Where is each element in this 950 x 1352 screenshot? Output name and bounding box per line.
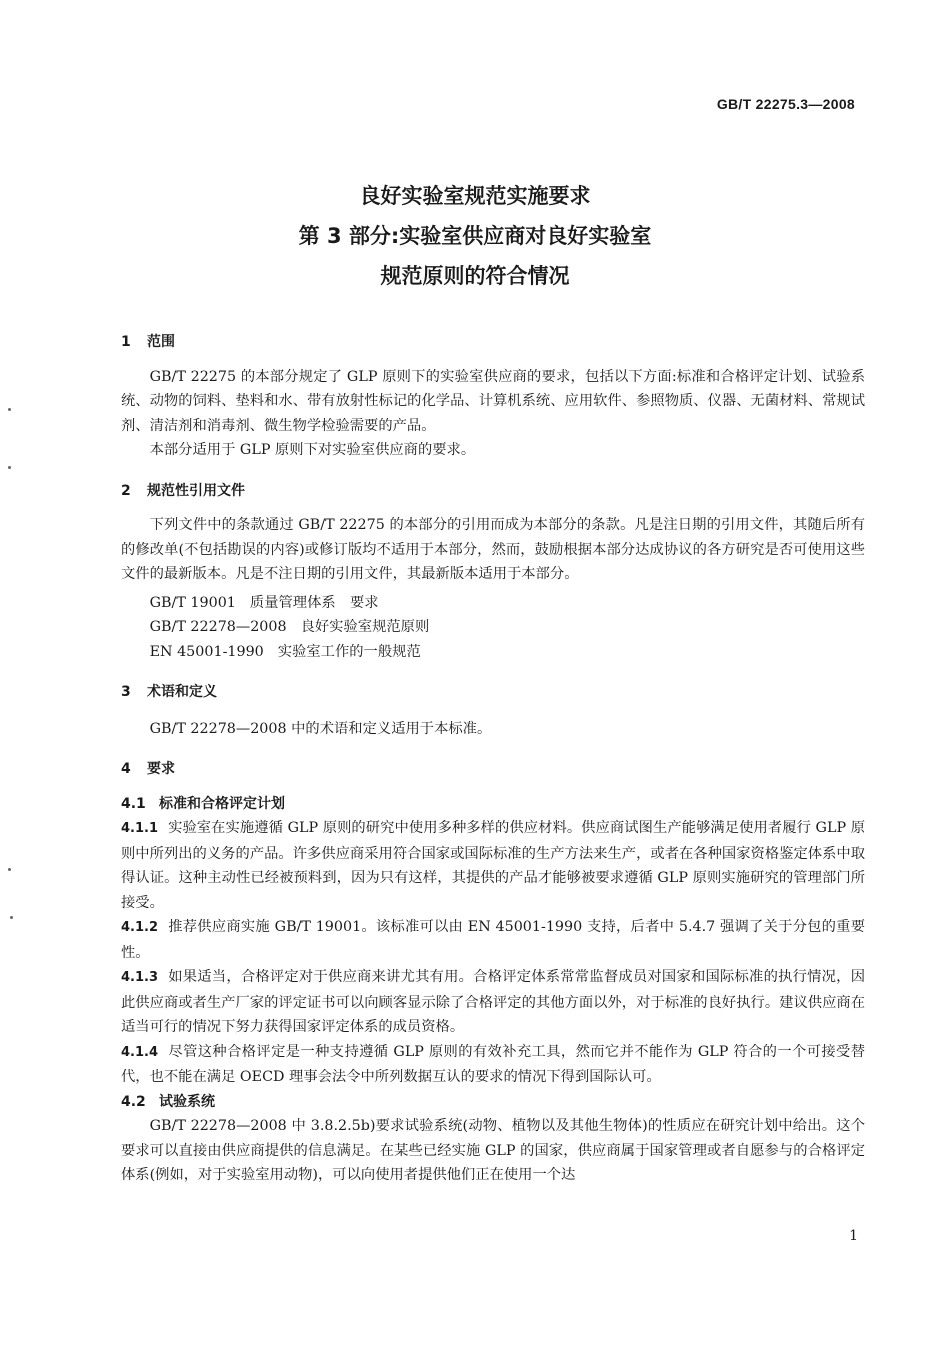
scan-speck [8, 408, 11, 411]
section-1-paragraph: GB/T 22275 的本部分规定了 GLP 原则下的实验室供应商的要求，包括以下方面:标准和合格评定计划、试验系统、动物的饲料、垫料和水、带有放射性标记的化学品、计算机系统、应用软件、参照物质、仪器、无菌材料、常规试剂、清洁剂和消毒剂、微生物学检验需要的产品。 [121, 368, 865, 434]
clause-4-1-3: 4.1.3 如果适当，合格评定对于供应商来讲尤其有用。合格评定体系常常监督成员对国家和国际标准的执行情况，因此供应商或者生产厂家的评定证书可以向顾客显示除了合格评定的其他方面以外，对于标准的良好执行。建议供应商在适当可行的情况下努力获得国家评定体系的成员资格。 [121, 969, 865, 1035]
page-number: 1 [849, 1228, 858, 1244]
normative-reference: GB/T 19001 质量管理体系 要求 [149, 594, 379, 611]
title-line-1: 良好实验室规范实施要求 [359, 184, 591, 208]
subsection-4-2-heading: 4.2 试验系统 [121, 1093, 215, 1110]
clause-4-1-1: 4.1.1 实验室在实施遵循 GLP 原则的研究中使用多种多样的供应材料。供应商试图生产能够满足使用者履行 GLP 原则中所列出的义务的产品。许多供应商采用符合国家或国际标准的生产方法来生产，或者在各种国家资格鉴定体系中取得认证。这种主动性已经被预料到，因为只有这样，其提供的产品才能够被要求遵循 GLP 原则实施研究的管理部门所接受。 [121, 820, 865, 911]
section-2-paragraph: 下列文件中的条款通过 GB/T 22275 的本部分的引用而成为本部分的条款。凡是注日期的引用文件，其随后所有的修改单(不包括勘误的内容)或修订版均不适用于本部分，然而，鼓励根据本部分达成协议的各方研究是否可使用这些文件的最新版本。凡是不注日期的引用文件，其最新版本适用于本部分。 [121, 517, 865, 582]
section-3-paragraph: GB/T 22278—2008 中的术语和定义适用于本标准。 [149, 720, 492, 737]
scan-speck [8, 466, 11, 469]
document-title [0, 176, 950, 296]
scan-speck [8, 868, 11, 871]
section-2-heading: 2 规范性引用文件 [121, 482, 245, 499]
document-body [121, 330, 865, 1188]
clause-4-1-2: 4.1.2 推荐供应商实施 GB/T 19001。该标准可以由 EN 45001-1990 支持，后者中 5.4.7 强调了关于分包的重要性。 [121, 919, 865, 961]
subsection-4-1-heading: 4.1 标准和合格评定计划 [121, 795, 285, 812]
title-line-2: 第 3 部分:实验室供应商对良好实验室 [298, 224, 652, 248]
title-line-3: 规范原则的符合情况 [380, 264, 570, 288]
section-4-heading: 4 要求 [121, 761, 175, 777]
normative-reference: EN 45001-1990 实验室工作的一般规范 [149, 643, 421, 660]
scan-speck [10, 916, 13, 919]
standard-code: GB/T 22275.3—2008 [716, 96, 855, 112]
clause-4-1-4: 4.1.4 尽管这种合格评定是一种支持遵循 GLP 原则的有效补充工具，然而它并不能作为 GLP 符合的一个可接受替代，也不能在满足 OECD 理事会法令中所列数据互认的要求的情况下得到国际认可。 [121, 1043, 865, 1085]
section-1-paragraph: 本部分适用于 GLP 原则下对实验室供应商的要求。 [149, 442, 476, 458]
normative-reference: GB/T 22278—2008 良好实验室规范原则 [149, 619, 430, 635]
section-1-heading: 1 范围 [121, 334, 175, 350]
section-3-heading: 3 术语和定义 [121, 684, 217, 700]
subsection-4-2-paragraph: GB/T 22278—2008 中 3.8.2.5b)要求试验系统(动物、植物以及其他生物体)的性质应在研究计划中给出。这个要求可以直接由供应商提供的信息满足。在某些已经实施 GLP 的国家，供应商属于国家管理或者自愿参与的合格评定体系(例如，对于实验室用动物)，可以向使用者提供他们正在使用一个达 [121, 1118, 865, 1183]
